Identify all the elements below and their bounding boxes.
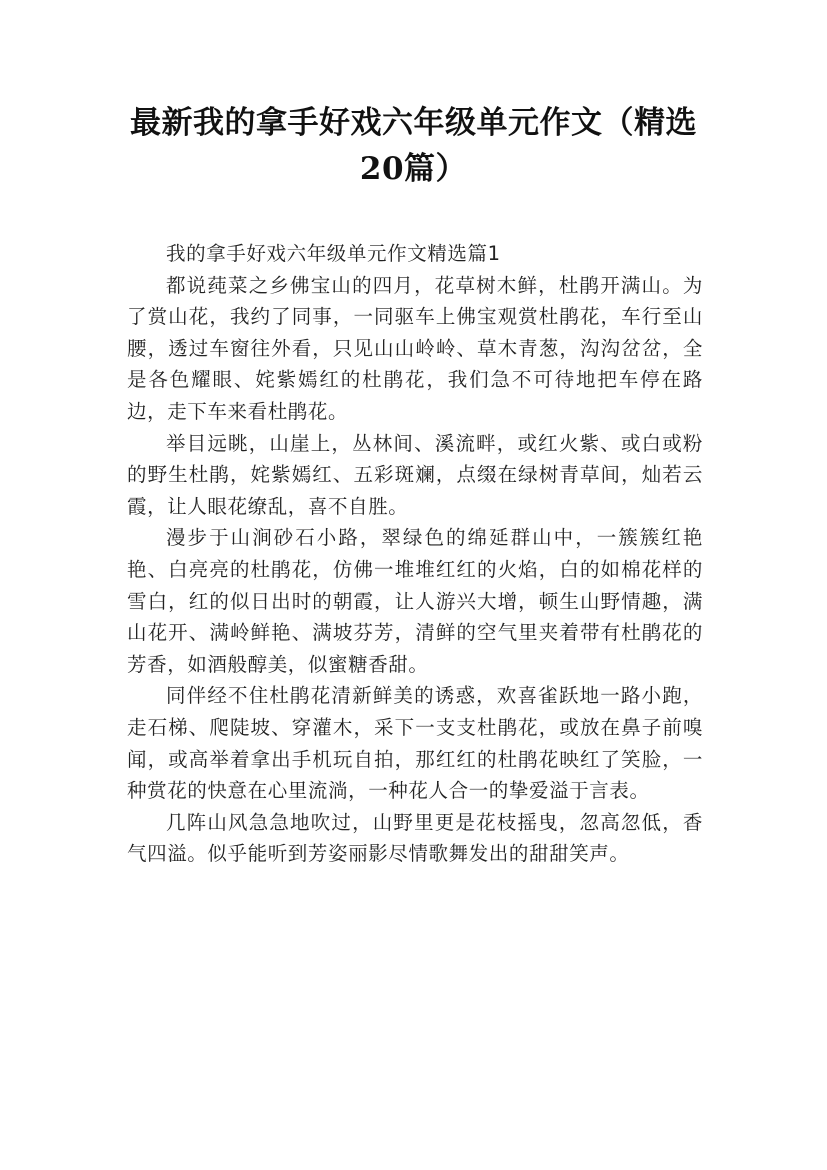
document-body xyxy=(127,238,703,870)
section-heading: 我的拿手好戏六年级单元作文精选篇1 xyxy=(166,242,501,265)
document-title: 最新我的拿手好戏六年级单元作文（精选20篇） xyxy=(130,105,697,187)
body-paragraph: 几阵山风急急地吹过，山野里更是花枝摇曳，忽高忽低，香气四溢。似乎能听到芳姿丽影尽情歌舞发出的甜甜笑声。 xyxy=(127,810,703,866)
body-paragraph: 漫步于山涧砂石小路，翠绿色的绵延群山中，一簇簇红艳艳、白亮亮的杜鹃花，仿佛一堆堆红红的火焰，白的如棉花样的雪白，红的似日出时的朝霞，让人游兴大增，顿生山野情趣，满山花开、满岭鲜艳、满坡芬芳，清鲜的空气里夹着带有杜鹃花的芳香，如酒般醇美，似蜜糖香甜。 xyxy=(127,526,703,676)
body-paragraph: 都说莼菜之乡佛宝山的四月，花草树木鲜，杜鹃开满山。为了赏山花，我约了同事，一同驱车上佛宝观赏杜鹃花，车行至山腰，透过车窗往外看，只见山山岭岭、草木青葱，沟沟岔岔，全是各色耀眼、姹紫嫣红的杜鹃花，我们急不可待地把车停在路边，走下车来看杜鹃花。 xyxy=(127,273,703,423)
body-paragraph: 同伴经不住杜鹃花清新鲜美的诱惑，欢喜雀跃地一路小跑，走石梯、爬陡坡、穿灌木，采下一支支杜鹃花，或放在鼻子前嗅闻，或高举着拿出手机玩自拍，那红红的杜鹃花映红了笑脸，一种赏花的快意在心里流淌，一种花人合一的挚爱溢于言表。 xyxy=(127,684,703,803)
body-paragraph: 举目远眺，山崖上，丛林间、溪流畔，或红火紫、或白或粉的野生杜鹃，姹紫嫣红、五彩斑斓，点缀在绿树青草间，灿若云霞，让人眼花缭乱，喜不自胜。 xyxy=(127,431,703,518)
